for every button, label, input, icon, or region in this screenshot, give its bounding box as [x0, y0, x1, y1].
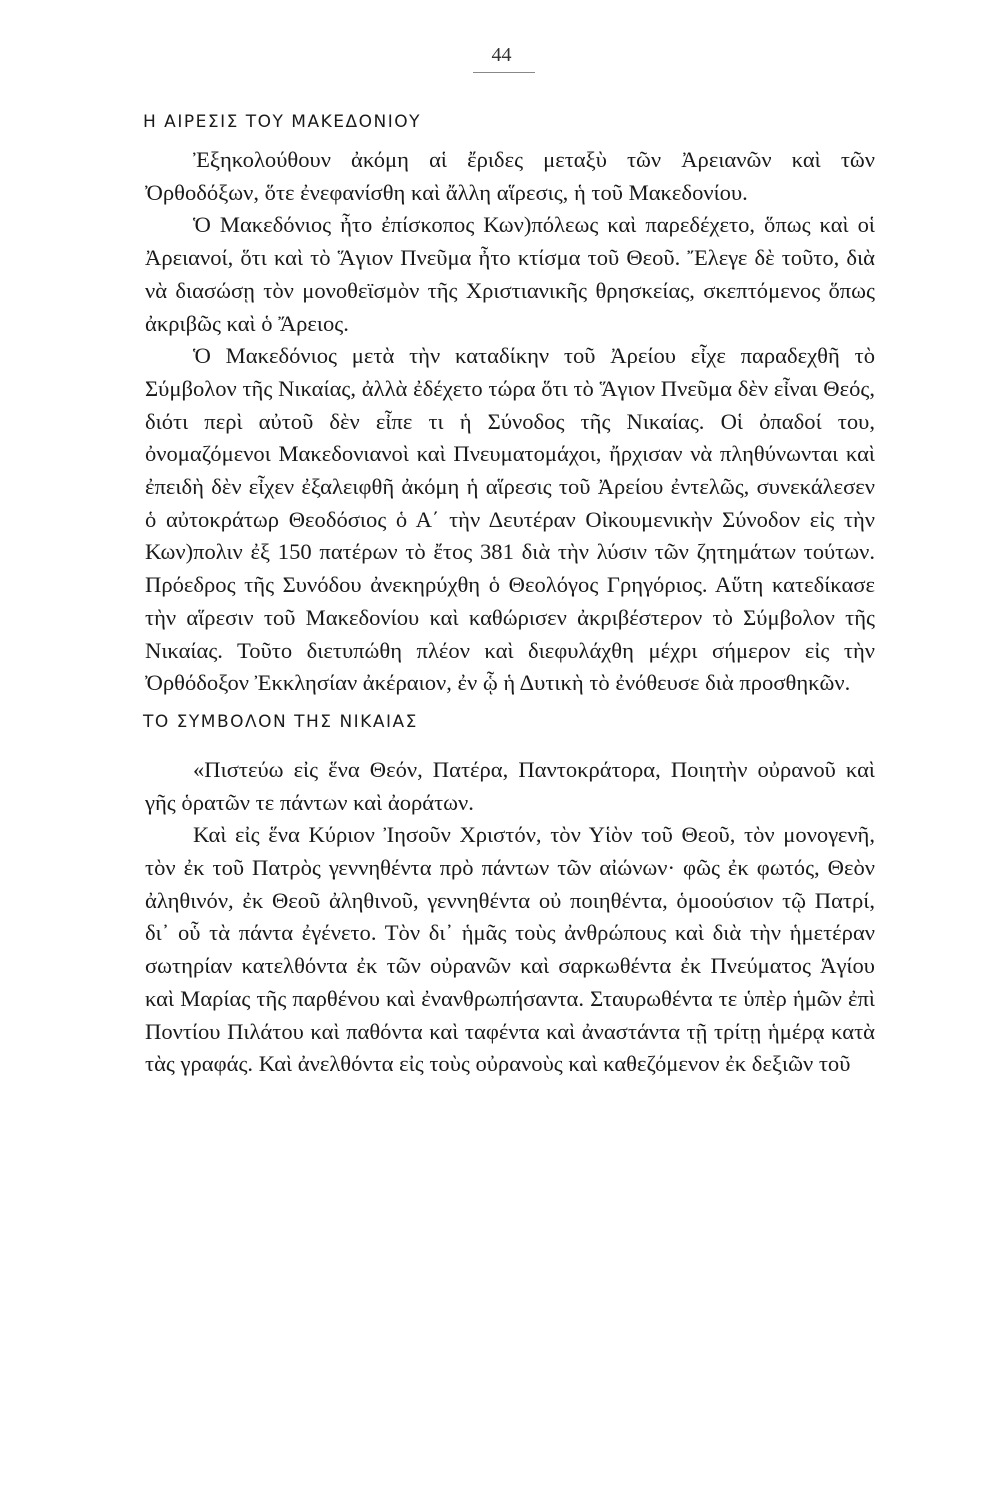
- paragraph: «Πιστεύω εἰς ἕνα Θεόν, Πατέρα, Παντοκράτορα, Ποιητὴν οὐρανοῦ καὶ γῆς ὁρατῶν τε πάντων καὶ ἀοράτων.: [145, 756, 875, 815]
- page-content: [145, 112, 875, 1081]
- page-number-rule: [473, 72, 535, 73]
- paragraph: Ὁ Μακεδόνιος μετὰ τὴν καταδίκην τοῦ Ἀρείου εἶχε παραδεχθῆ τὸ Σύμβολον τῆς Νικαίας, ἀλλὰ ἐδέχετο τώρα ὅτι τὸ Ἅγιον Πνεῦμα δὲν εἶναι Θεός, διότι περὶ αὐτοῦ δὲν εἶπε τι ἡ Σύνοδος τῆς Νικαίας. Οἱ ὀπαδοί του, ὀνομαζόμενοι Μακεδονιανοὶ καὶ Πνευματομάχοι, ἤρχισαν νὰ πληθύνωνται καὶ ἐπειδὴ δὲν εἶχεν ἐξαλειφθῆ ἀκόμη ἡ αἵρεσις τοῦ Ἀρείου ἐντελῶς, συνεκάλεσεν ὁ αὐτοκράτωρ Θεοδόσιος ὁ Α΄ τὴν Δευτέραν Οἰκουμενικὴν Σύνοδον εἰς τὴν Κων)πολιν ἐξ 150 πατέρων τὸ ἔτος 381 διὰ τὴν λύσιν τῶν ζητημάτων τούτων. Πρόεδρος τῆς Συνόδου ἀνεκηρύχθη ὁ Θεολόγος Γρηγόριος. Αὕτη κατεδίκασε τὴν αἵρεσιν τοῦ Μακεδονίου καὶ καθώρισεν ἀκριβέστερον τὸ Σύμβολον τῆς Νικαίας. Τοῦτο διετυπώθη πλέον καὶ διεφυλάχθη μέχρι σήμερον εἰς τὴν Ὀρθόδοξον Ἐκκλησίαν ἀκέραιον, ἐν ᾧ ἡ Δυτικὴ τὸ ἐνόθευσε διὰ προσθηκῶν.: [145, 343, 875, 696]
- paragraph: Ὁ Μακεδόνιος ἦτο ἐπίσκοπος Κων)πόλεως καὶ παρεδέχετο, ὅπως καὶ οἱ Ἀρειανοί, ὅτι καὶ τὸ Ἅγιον Πνεῦμα ἦτο κτίσμα τοῦ Θεοῦ. Ἔλεγε δὲ τοῦτο, διὰ νὰ διασώσῃ τὸν μονοθεϊσμὸν τῆς Χριστιανικῆς θρησκείας, σκεπτόμενος ὅπως ἀκριβῶς καὶ ὁ Ἄρειος.: [145, 212, 875, 336]
- section-heading-heresy: Η ΑΙΡΕΣΙΣ ΤΟΥ ΜΑΚΕΔΟΝΙΟΥ: [143, 112, 421, 132]
- page-number: 44: [491, 44, 512, 66]
- paragraph: Καὶ εἰς ἕνα Κύριον Ἰησοῦν Χριστόν, τὸν Υἱὸν τοῦ Θεοῦ, τὸν μονογενῆ, τὸν ἐκ τοῦ Πατρὸς γεννηθέντα πρὸ πάντων τῶν αἰώνων· φῶς ἐκ φωτός, Θεὸν ἀληθινόν, ἐκ Θεοῦ ἀληθινοῦ, γεννηθέντα οὐ ποιηθέντα, ὁμοούσιον τῷ Πατρί, δι᾽ οὗ τὰ πάντα ἐγένετο. Τὸν δι᾽ ἡμᾶς τοὺς ἀνθρώπους καὶ διὰ τὴν ἡμετέραν σωτηρίαν κατελθόντα ἐκ τῶν οὐρανῶν καὶ σαρκωθέντα ἐκ Πνεύματος Ἁγίου καὶ Μαρίας τῆς παρθένου καὶ ἐνανθρωπήσαντα. Σταυρωθέντα τε ὑπὲρ ἡμῶν ἐπὶ Ποντίου Πιλάτου καὶ παθόντα καὶ ταφέντα καὶ ἀναστάντα τῇ τρίτῃ ἡμέρᾳ κατὰ τὰς γραφάς. Καὶ ἀνελθόντα εἰς τοὺς οὐρανοὺς καὶ καθεζόμενον ἐκ δεξιῶν τοῦ: [145, 822, 875, 1077]
- paragraph: Ἐξηκολούθουν ἀκόμη αἱ ἔριδες μεταξὺ τῶν Ἀρειανῶν καὶ τῶν Ὀρθοδόξων, ὅτε ἐνεφανίσθη καὶ ἄλλη αἵρεσις, ἡ τοῦ Μακεδονίου.: [145, 147, 875, 205]
- section-heading-creed: ΤΟ ΣΥΜΒΟΛΟΝ ΤΗΣ ΝΙΚΑΙΑΣ: [143, 711, 418, 732]
